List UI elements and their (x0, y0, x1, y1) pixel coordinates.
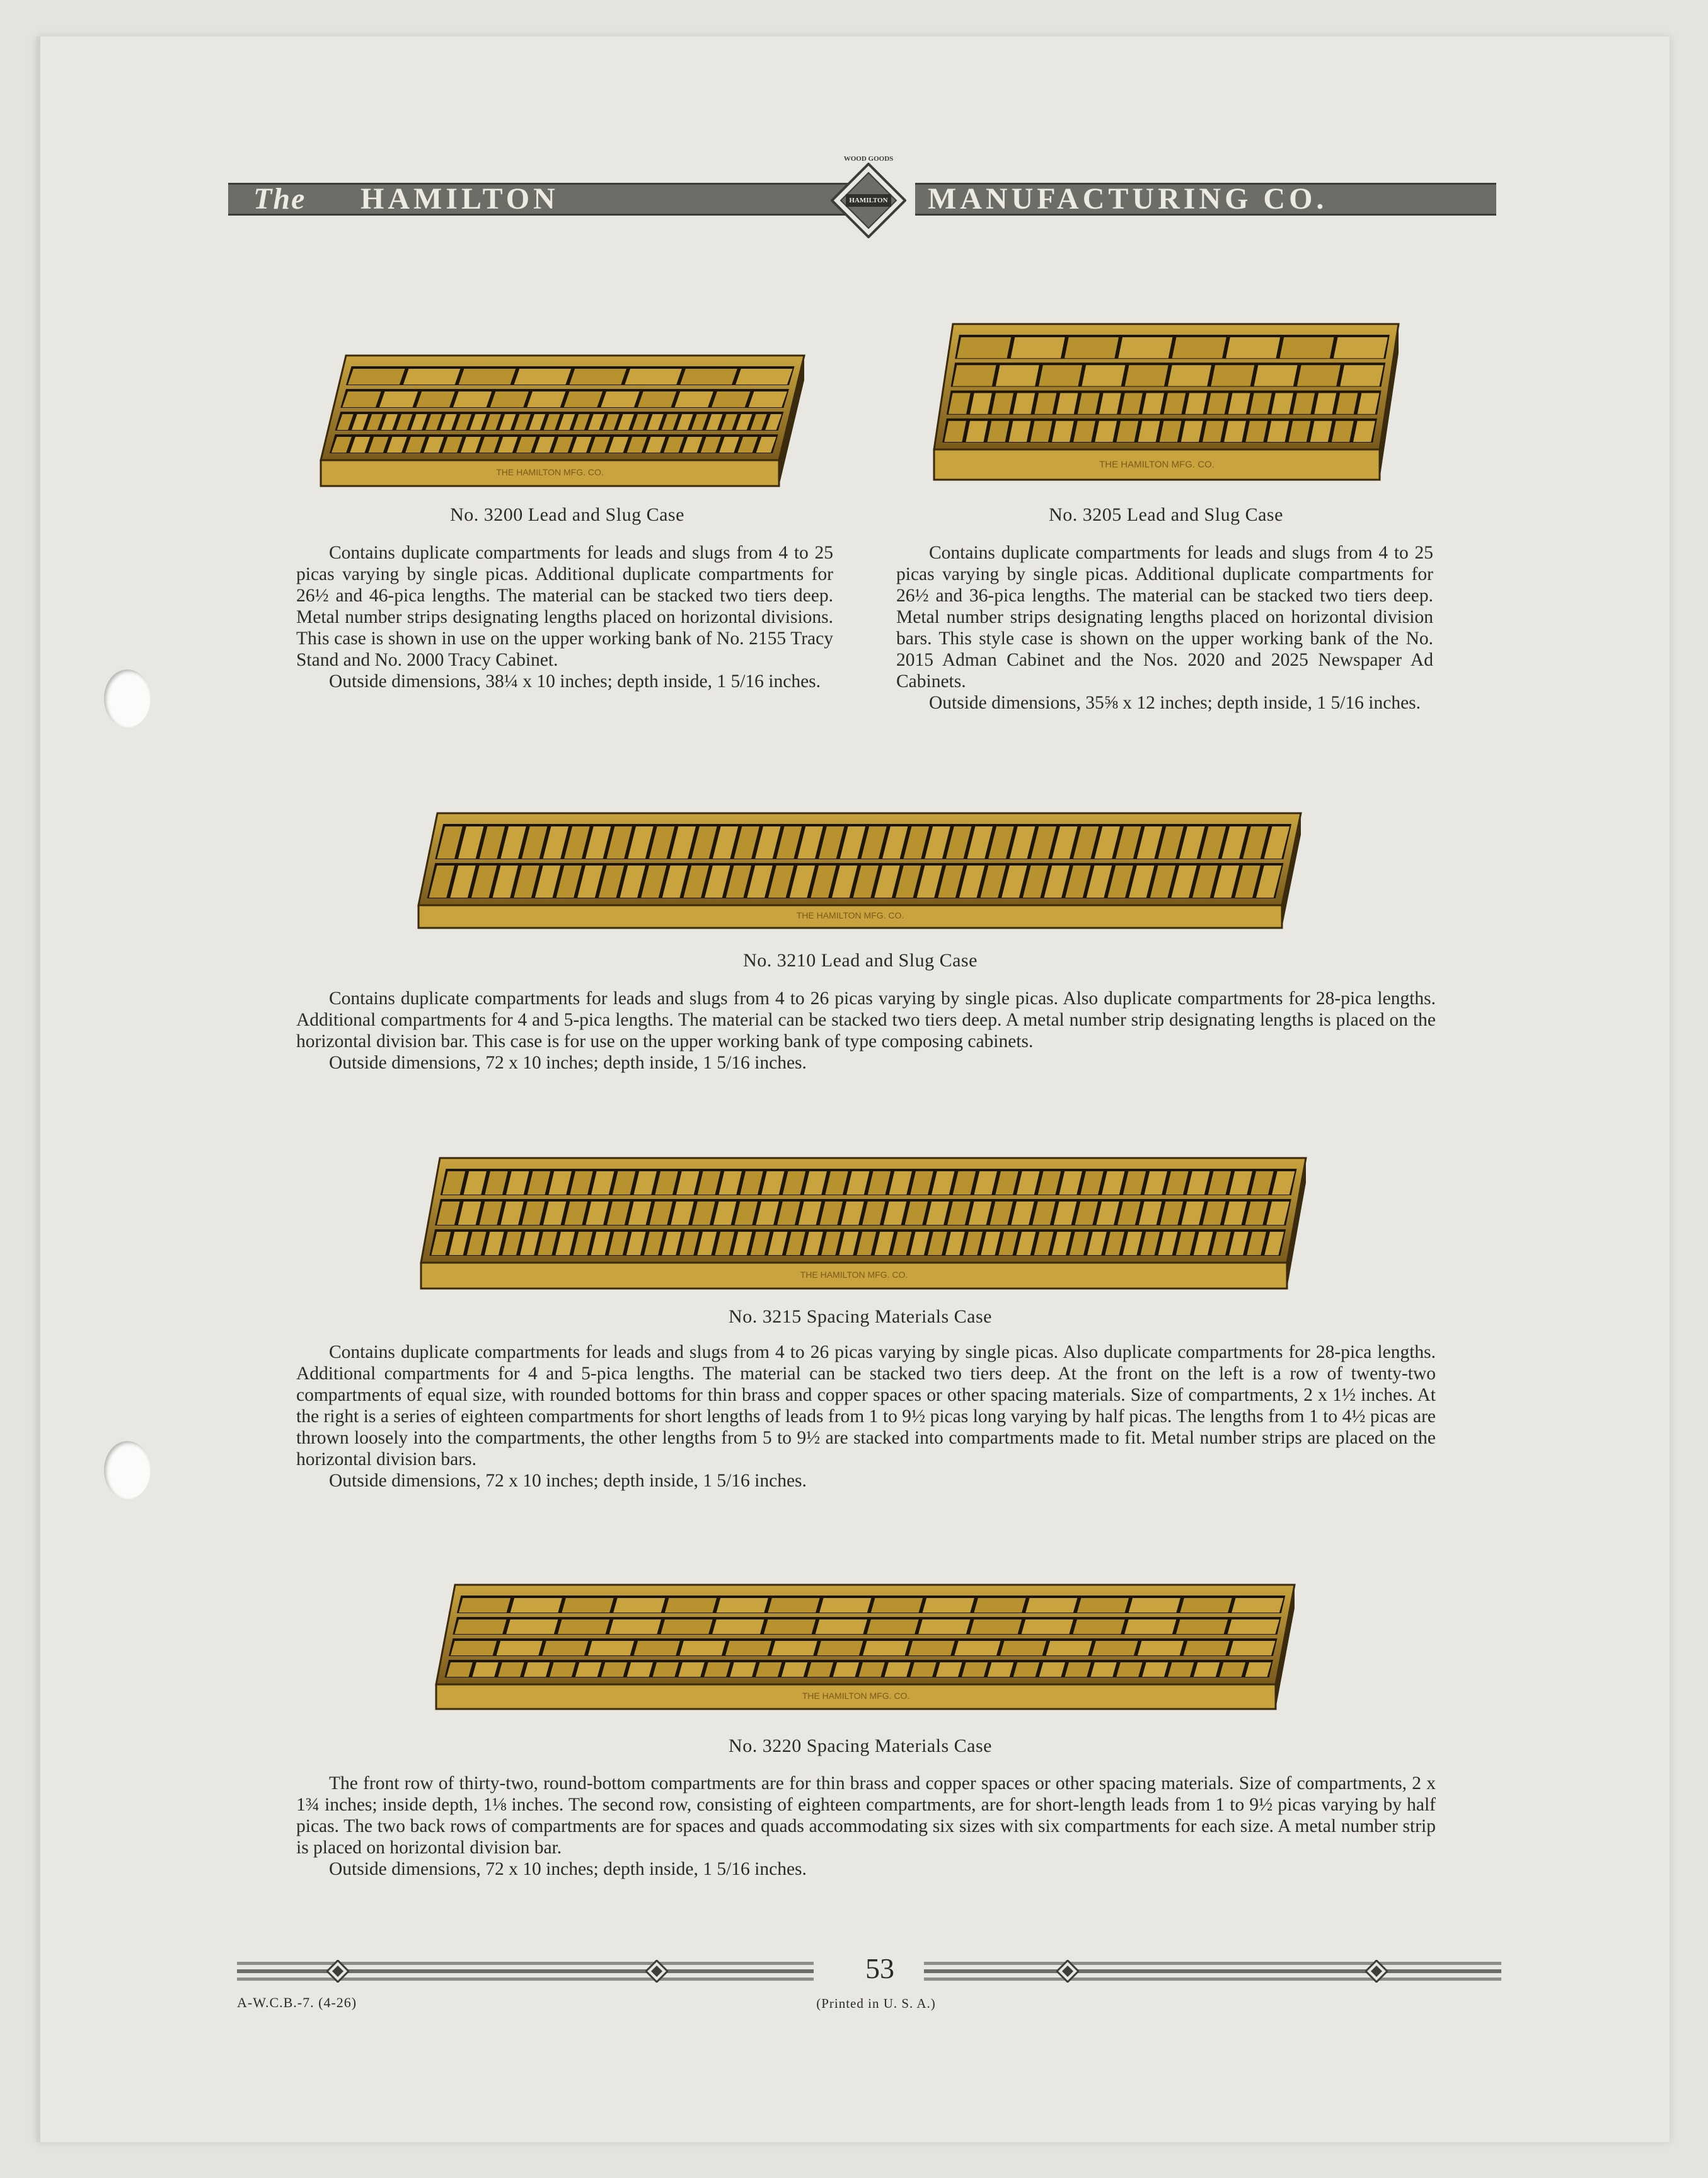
case-compartment (472, 1662, 498, 1677)
case-compartment (863, 1641, 909, 1655)
case-compartment (453, 391, 492, 407)
banner-right-band (915, 183, 1496, 216)
case-3205-image (932, 321, 1401, 482)
description-3210 (296, 988, 1436, 1074)
case-compartment (1279, 337, 1334, 358)
case-compartment (1232, 1598, 1283, 1613)
description-3215 (296, 1341, 1436, 1492)
case-compartment (1245, 1662, 1271, 1677)
case-compartment (601, 391, 639, 407)
case-compartment (527, 391, 565, 407)
case-compartment (1229, 1641, 1275, 1655)
case-compartment (1077, 1598, 1129, 1613)
case-compartment (459, 369, 516, 385)
case-3220-image (434, 1582, 1297, 1712)
case-compartment (859, 1662, 885, 1677)
case-compartment (867, 1619, 918, 1634)
case-compartment (988, 1662, 1013, 1677)
case-compartment (514, 369, 572, 385)
caption-3220: No. 3220 Spacing Materials Case (729, 1735, 992, 1756)
case-compartment (957, 337, 1011, 358)
case-compartment (1118, 337, 1172, 358)
case-compartment (1334, 337, 1388, 358)
footer-band-left (237, 1959, 814, 1983)
caption-3205: No. 3205 Lead and Slug Case (1049, 504, 1283, 525)
case-compartment (609, 1619, 661, 1634)
description-3200-dimensions: Outside dimensions, 38¼ x 10 inches; depth inside, 1 5/16 inches. (329, 671, 821, 692)
caption-3200: No. 3200 Lead and Slug Case (450, 504, 684, 525)
case-compartment (550, 1662, 575, 1677)
case-compartment (1116, 1662, 1142, 1677)
case-compartment (1211, 365, 1254, 386)
case-compartment (817, 1641, 863, 1655)
case-compartment (954, 1641, 1000, 1655)
description-3220 (296, 1773, 1436, 1880)
footer-diamond-icon (645, 1960, 668, 1983)
case-compartment (1220, 1662, 1245, 1677)
case-compartment (1254, 365, 1298, 386)
case-compartment (403, 369, 461, 385)
case-compartment (918, 1619, 970, 1634)
case-compartment (1194, 1662, 1220, 1677)
case-compartment (569, 369, 626, 385)
case-maker-mark: THE HAMILTON MFG. CO. (802, 1690, 910, 1701)
case-3210-image (416, 811, 1303, 930)
case-compartment (970, 1619, 1022, 1634)
case-drawing (418, 1156, 1308, 1291)
case-compartment (717, 1598, 768, 1613)
case-compartment (1025, 1598, 1077, 1613)
case-compartment (1125, 365, 1168, 386)
case-compartment (1138, 1641, 1184, 1655)
case-compartment (962, 1662, 988, 1677)
logo-ring-text: WOOD GOODS (843, 155, 894, 163)
case-compartment (1046, 1641, 1092, 1655)
printed-note: (Printed in U. S. A.) (816, 1996, 936, 2011)
case-compartment (771, 1641, 817, 1655)
case-compartment (634, 1641, 680, 1655)
case-drawing (318, 353, 807, 489)
case-compartment (490, 391, 529, 407)
case-compartment (756, 1662, 782, 1677)
case-compartment (704, 1662, 730, 1677)
case-compartment (511, 1598, 562, 1613)
case-compartment (1228, 1619, 1279, 1634)
case-compartment (749, 391, 787, 407)
description-3205-dimensions: Outside dimensions, 35⅝ x 12 inches; depth inside, 1 5/16 inches. (929, 693, 1421, 713)
case-drawing (434, 1582, 1297, 1712)
case-compartment (1124, 1619, 1176, 1634)
case-compartment (1000, 1641, 1046, 1655)
case-compartment (816, 1619, 867, 1634)
header-banner (190, 150, 1496, 223)
case-compartment (1168, 1662, 1194, 1677)
case-compartment (562, 1598, 613, 1613)
case-compartment (1013, 1662, 1039, 1677)
case-compartment (1065, 1662, 1091, 1677)
banner-left-band (228, 183, 858, 216)
case-compartment (764, 1619, 816, 1634)
case-compartment (953, 365, 996, 386)
case-compartment (1039, 1662, 1065, 1677)
case-compartment (1011, 337, 1065, 358)
case-compartment (1168, 365, 1211, 386)
case-compartment (1073, 1619, 1124, 1634)
case-compartment (679, 1641, 725, 1655)
case-compartment (1172, 337, 1226, 358)
case-maker-mark: THE HAMILTON MFG. CO. (800, 1270, 908, 1280)
footer-diamond-icon (1365, 1960, 1388, 1983)
description-3200-body: Contains duplicate compartments for leads and slugs from 4 to 25 picas varying by single picas. Additional duplicate compartments for 26½ and 46-pica lengths. The material can be stacked two tiers deep. Metal number strips designating lengths placed on horizontal divisions. This case is shown in use on the upper working bank of No. 2155 Tracy Stand and No. 2000 Tracy Cabinet. (296, 543, 833, 670)
description-3210-body: Contains duplicate compartments for leads and slugs from 4 to 26 picas varying by single picas. Also duplicate compartments for 28-pica lengths. Additional compartments for 4 and 5-pica lengths. The material can be stacked two tiers deep. A metal number strip designating lengths is placed on the horizontal division bar. This case is for use on the upper working bank of type composing cabinets. (296, 988, 1436, 1051)
case-compartment (542, 1641, 588, 1655)
case-compartment (497, 1641, 543, 1655)
case-compartment (459, 1598, 511, 1613)
case-compartment (996, 365, 1039, 386)
case-3200-image (318, 353, 807, 489)
page-number: 53 (865, 1952, 894, 1984)
case-compartment (661, 1619, 712, 1634)
banner-left-word: HAMILTON (361, 185, 559, 214)
case-compartment (1092, 1641, 1138, 1655)
case-compartment (416, 391, 454, 407)
case-compartment (558, 1619, 609, 1634)
case-compartment (1022, 1619, 1073, 1634)
case-compartment (1142, 1662, 1168, 1677)
binder-hole-top (104, 669, 151, 727)
banner-right-word: MANUFACTURING CO. (928, 185, 1328, 214)
case-compartment (1082, 365, 1125, 386)
case-compartment (348, 369, 405, 385)
case-compartment (613, 1598, 665, 1613)
case-compartment (936, 1662, 962, 1677)
case-compartment (653, 1662, 679, 1677)
binder-hole-bottom (104, 1441, 151, 1499)
case-compartment (1039, 365, 1082, 386)
case-compartment (712, 1619, 764, 1634)
description-3215-dimensions: Outside dimensions, 72 x 10 inches; depth inside, 1 5/16 inches. (329, 1471, 807, 1491)
case-compartment (833, 1662, 859, 1677)
case-compartment (923, 1598, 974, 1613)
case-compartment (498, 1662, 524, 1677)
case-compartment (768, 1598, 819, 1613)
footer-diamond-icon (1056, 1960, 1079, 1983)
case-compartment (1090, 1662, 1116, 1677)
case-compartment (1297, 365, 1341, 386)
description-3215-body: Contains duplicate compartments for leads and slugs from 4 to 26 picas varying by single picas. Also duplicate compartments for 28-pica lengths. Additional compartments for 4 and 5-pica lengths. The material can be stacked two tiers deep. At the front on the left is a row of twenty-two compartments of equal size, with rounded bottoms for thin brass and copper spaces or other spacing materials. Size of compartments, 2 x 1½ inches. At the right is a series of eighteen compartments for short lengths of leads from 1 to 9½ picas long varying by half picas. The lengths from 1 to 4½ picas are thrown loosely into the compartments, the other lengths from 5 to 9½ are stacked into compartments made to fit. Metal number strips are placed on the horizontal division bars. (296, 1342, 1436, 1469)
case-compartment (712, 391, 750, 407)
case-drawing (932, 321, 1401, 482)
case-compartment (575, 1662, 601, 1677)
case-compartment (638, 391, 676, 407)
case-compartment (451, 1641, 497, 1655)
case-maker-mark: THE HAMILTON MFG. CO. (796, 910, 904, 921)
case-compartment (871, 1598, 923, 1613)
footer-band-right (924, 1959, 1501, 1983)
logo-text: HAMILTON (849, 197, 888, 204)
case-compartment (782, 1662, 807, 1677)
case-compartment (678, 1662, 704, 1677)
case-compartment (1065, 337, 1119, 358)
case-compartment (807, 1662, 833, 1677)
case-maker-mark: THE HAMILTON MFG. CO. (1099, 459, 1215, 470)
case-compartment (447, 1662, 473, 1677)
case-compartment (1226, 337, 1280, 358)
caption-3210: No. 3210 Lead and Slug Case (743, 950, 978, 971)
case-compartment (564, 391, 603, 407)
case-compartment (1129, 1598, 1180, 1613)
case-compartment (819, 1598, 871, 1613)
case-compartment (736, 369, 793, 385)
case-compartment (625, 369, 682, 385)
case-compartment (379, 391, 418, 407)
case-compartment (910, 1662, 936, 1677)
case-compartment (884, 1662, 910, 1677)
case-compartment (1184, 1641, 1230, 1655)
description-3220-body: The front row of thirty-two, round-bottom compartments are for thin brass and copper spaces or other spacing materials. Size of compartments, 2 x 1¾ inches; inside depth, 1⅛ inches. The second row, consisting of eighteen compartments, are for short-length leads from 1 to 9½ picas varying by half picas. The two back rows of compartments are for spaces and quads accommodating six sizes with six compartments for each size. A metal number strip is placed on horizontal division bar. (296, 1773, 1436, 1858)
case-compartment (730, 1662, 756, 1677)
case-compartment (454, 1619, 506, 1634)
case-compartment (1180, 1598, 1232, 1613)
case-compartment (601, 1662, 627, 1677)
case-compartment (675, 391, 713, 407)
description-3205 (896, 542, 1433, 714)
case-compartment (665, 1598, 717, 1613)
caption-3215: No. 3215 Spacing Materials Case (729, 1306, 992, 1327)
case-compartment (588, 1641, 634, 1655)
case-compartment (627, 1662, 653, 1677)
case-compartment (1340, 365, 1383, 386)
description-3210-dimensions: Outside dimensions, 72 x 10 inches; depth inside, 1 5/16 inches. (329, 1053, 807, 1073)
case-drawing (416, 811, 1303, 930)
description-3205-body: Contains duplicate compartments for leads and slugs from 4 to 25 picas varying by single picas. Additional duplicate compartments for 26½ and 36-pica lengths. The material can be stacked two tiers deep. Metal number strips designating lengths placed on horizontal division bars. This style case is shown on the upper working bank of the No. 2015 Adman Cabinet and the Nos. 2020 and 2025 Newspaper Ad Cabinets. (896, 543, 1433, 692)
case-compartment (909, 1641, 955, 1655)
case-compartment (524, 1662, 550, 1677)
case-compartment (1176, 1619, 1228, 1634)
case-compartment (725, 1641, 771, 1655)
case-compartment (506, 1619, 558, 1634)
case-maker-mark: THE HAMILTON MFG. CO. (496, 467, 604, 478)
case-compartment (680, 369, 737, 385)
case-compartment (342, 391, 381, 407)
footer-diamond-icon (326, 1960, 349, 1983)
case-3215-image (418, 1156, 1308, 1291)
case-compartment (974, 1598, 1025, 1613)
form-code: A-W.C.B.-7. (4-26) (237, 1995, 357, 2010)
description-3200 (296, 542, 833, 692)
description-3220-dimensions: Outside dimensions, 72 x 10 inches; depth inside, 1 5/16 inches. (329, 1859, 807, 1879)
banner-script-word: The (253, 185, 306, 214)
